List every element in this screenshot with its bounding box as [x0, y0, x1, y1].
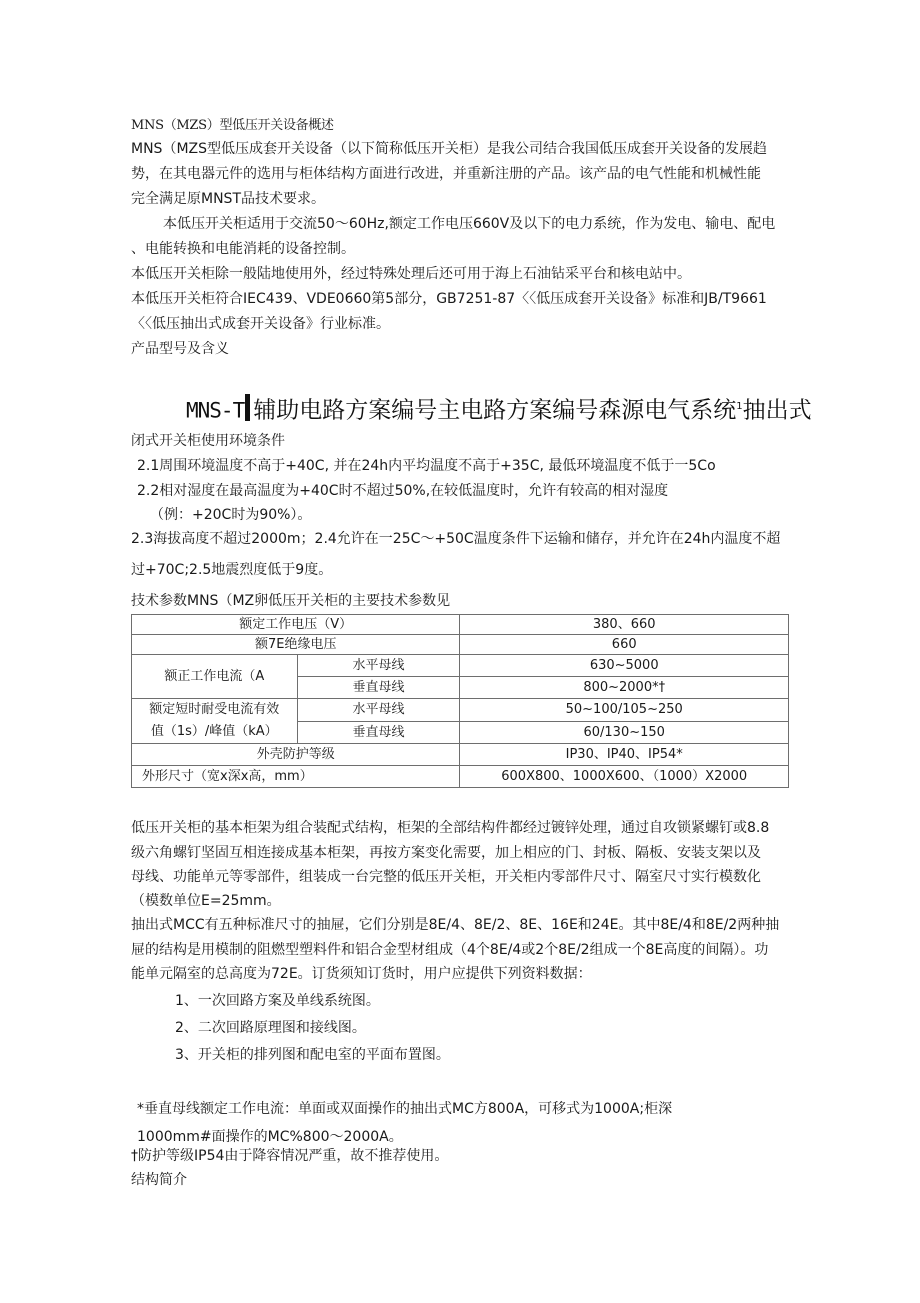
- order-item-2: 2、二次回路原理图和接线图。: [175, 1020, 366, 1036]
- order-item-3: 3、开关柜的排列图和配电室的平面布置图。: [175, 1047, 450, 1063]
- table-row: [132, 635, 789, 655]
- order-item-1: 1、一次回路方案及单线系统图。: [175, 993, 380, 1009]
- sub-label-horizontal-busbar: 水平母线: [297, 655, 460, 677]
- note-asterisk-line-1: *垂直母线额定工作电流：单面或双面操作的抽出式MC方800A，可移式为1000A;柜深: [137, 1101, 673, 1117]
- short-time-label-line-2: 值（1s）/峰值（kA）: [150, 724, 278, 739]
- spec-table: [131, 614, 789, 788]
- overview-title: MNS（MZS）型低压开关设备概述: [131, 118, 334, 133]
- model-diagram: [186, 392, 812, 426]
- table-row: [132, 655, 789, 677]
- sub-label-vertical-busbar: 垂直母线: [297, 677, 460, 699]
- short-time-label-line-1: 额定短时耐受电流有效: [149, 702, 280, 717]
- environment-item-2-3-line-2: 过+70C;2.5地震烈度低于9度。: [131, 562, 333, 578]
- structure-line-2: 级六角螺钉坚固互相连接成基本柜架，再按方案变化需要，加上相应的门、封板、隔板、安装支架以及: [131, 845, 761, 861]
- tech-params-title: 技术参数MNS（MZ卵低压开关柜的主要技术参数见: [131, 593, 451, 609]
- structure-line-1: 低压开关柜的基本柜架为组合装配式结构，柜架的全部结构件都经过镀锌处理，通过自攻锁紧螺钉或8.8: [131, 820, 770, 836]
- environment-item-2-3-line-1: 2.3海拔高度不超过2000m；2.4允许在一25C～+50C温度条件下运输和储存，并允许在24h内温度不超: [131, 531, 781, 547]
- row-label-short-time-current: [132, 699, 298, 744]
- row-label-rated-current: 额正工作电流（A: [132, 655, 298, 699]
- sub-label-vertical-busbar: 垂直母线: [297, 721, 460, 744]
- structure-line-3: 母线、功能单元等零部件，组装成一台完整的低压开关柜，开关柜内零部件尺寸、隔室尺寸实行模数化: [131, 869, 761, 885]
- model-suffix: 抽出式: [742, 397, 812, 424]
- model-prefix: MNS-T: [186, 398, 245, 423]
- environment-title: 闭式开关柜使用环境条件: [131, 433, 285, 449]
- sub-label-horizontal-busbar: 水平母线: [297, 699, 460, 722]
- row-label-rated-voltage: 额定工作电压（V）: [132, 615, 460, 635]
- model-section-title: 产品型号及含义: [131, 341, 229, 357]
- intro-line-2: 势，在其电器元件的选用与柜体结构方面进行改进，并重新注册的产品。该产品的电气性能和机械性能: [131, 166, 761, 182]
- row-value-dimensions: 600X800、1000X600、（1000）X2000: [460, 766, 789, 788]
- row-value-insulation-voltage: 660: [460, 635, 789, 655]
- intro-line-3: 完全满足原MNST品技术要求。: [131, 191, 325, 207]
- application-line-1: 本低压开关柜适用于交流50～60Hz,额定工作电压660V及以下的电力系统，作为发电、输电、配电: [163, 216, 776, 232]
- sub-value-vertical-busbar: 60/130~150: [460, 721, 789, 744]
- mcc-line-1: 抽出式MCC有五种标准尺寸的抽屉，它们分别是8E/4、8E/2、8E、16E和24E。其中8E/4和8E/2两种抽: [131, 917, 780, 933]
- row-label-dimensions: 外形尺寸（宽x深x高，mm）: [132, 766, 460, 788]
- special-use-text: 本低压开关柜除一般陆地使用外，经过特殊处理后还可用于海上石油钻采平台和核电站中。: [131, 266, 691, 282]
- environment-item-2-2: 2.2相对湿度在最高温度为+40C时不超过50%,在较低温度时，允许有较高的相对湿度: [137, 483, 669, 499]
- sub-value-horizontal-busbar: 630~5000: [460, 655, 789, 677]
- row-label-insulation-voltage: 额7E绝缘电压: [132, 635, 460, 655]
- table-row: [132, 744, 789, 766]
- mcc-line-2: 屉的结构是用模制的阻燃型塑料件和铝合金型材组成（4个8E/4或2个8E/2组成一个8E高度的间隔）。功: [131, 942, 769, 958]
- structure-intro-title: 结构简介: [131, 1172, 187, 1188]
- sub-value-vertical-busbar: 800~2000*†: [460, 677, 789, 699]
- environment-item-2-1: 2.1周围环境温度不高于+40C, 并在24h内平均温度不高于+35C, 最低环境温度不低于一5Co: [137, 458, 716, 474]
- mcc-line-3: 能单元隔室的总高度为72E。订货须知订货时，用户应提供下列资料数据：: [131, 966, 592, 982]
- sub-value-horizontal-busbar: 50~100/105~250: [460, 699, 789, 722]
- model-divider-bar: [245, 394, 250, 421]
- table-row: [132, 699, 789, 722]
- application-line-2: 、电能转换和电能消耗的设备控制。: [131, 241, 355, 257]
- structure-line-4: （模数单位E=25mm。: [131, 893, 281, 909]
- environment-item-2-2-example: （例：+20C时为90%）。: [150, 507, 312, 523]
- row-value-rated-voltage: 380、660: [460, 615, 789, 635]
- intro-line-1: MNS（MZS型低压成套开关设备（以下简称低压开关柜）是我公司结合我国低压成套开关设备的发展趋: [131, 141, 767, 157]
- row-label-enclosure-protection: 外壳防护等级: [132, 744, 460, 766]
- table-row: [132, 766, 789, 788]
- model-text: 辅助电路方案编号主电路方案编号森源电气系统: [253, 397, 737, 424]
- note-dagger: †防护等级IP54由于降容情况严重，故不推荐使用。: [131, 1148, 449, 1164]
- model-superscript: 1: [736, 401, 743, 412]
- standards-line-2: 〈〈低压抽出式成套开关设备》行业标准。: [131, 316, 390, 332]
- row-value-enclosure-protection: IP30、IP40、IP54*: [460, 744, 789, 766]
- standards-line-1: 本低压开关柜符合IEC439、VDE0660第5部分，GB7251-87〈〈低压成套开关设备》标准和JB/T9661: [131, 291, 767, 307]
- table-row: [132, 615, 789, 635]
- note-asterisk-line-2: 1000mm#面操作的MC%800～2000A。: [137, 1129, 403, 1145]
